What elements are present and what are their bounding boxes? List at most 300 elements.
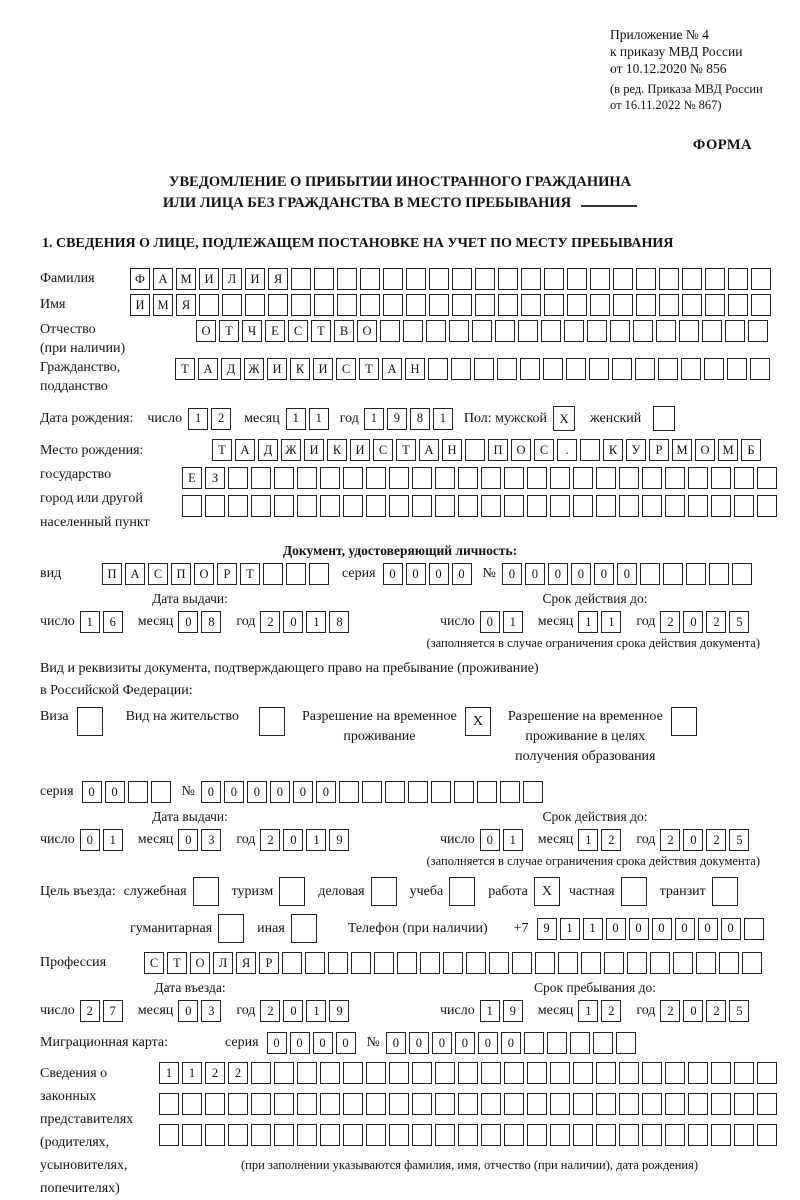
birthplace-cell[interactable]	[274, 495, 294, 517]
representative-cell[interactable]	[274, 1062, 294, 1084]
citizenship-cell[interactable]: С	[336, 358, 356, 380]
birth-month-cells[interactable]	[286, 408, 332, 430]
firstname-cell[interactable]	[475, 294, 495, 316]
phone-digit-cell[interactable]: 0	[675, 918, 695, 940]
birthplace-cell[interactable]	[596, 495, 616, 517]
birthplace-cell[interactable]: И	[304, 439, 324, 461]
doc-number-cell[interactable]	[663, 563, 683, 585]
birthplace-cell[interactable]	[458, 467, 478, 489]
birthplace-cell[interactable]	[389, 467, 409, 489]
representative-cell[interactable]	[504, 1062, 524, 1084]
birthplace-cell[interactable]: С	[373, 439, 393, 461]
citizenship-cell[interactable]: И	[267, 358, 287, 380]
surname-cell[interactable]: А	[153, 268, 173, 290]
birthplace-cell[interactable]	[182, 495, 202, 517]
citizenship-cell[interactable]: Д	[221, 358, 241, 380]
doc-series-cell[interactable]: 0	[406, 563, 426, 585]
representative-cell[interactable]	[435, 1124, 455, 1146]
profession-cell[interactable]: Т	[167, 952, 187, 974]
firstname-cell[interactable]	[291, 294, 311, 316]
purpose-checkbox[interactable]	[279, 877, 305, 906]
patronymic-cell[interactable]	[518, 320, 538, 342]
stay-year-cell[interactable]: 0	[683, 1000, 703, 1022]
residence-number-cell[interactable]: 0	[247, 781, 267, 803]
birthplace-cell[interactable]	[320, 467, 340, 489]
res-valid-year-cell[interactable]: 5	[729, 829, 749, 851]
birthplace-cell[interactable]	[297, 495, 317, 517]
res-valid-day-cell[interactable]: 1	[503, 829, 523, 851]
birthplace-cell[interactable]	[688, 467, 708, 489]
surname-cell[interactable]	[337, 268, 357, 290]
stay-day-cell[interactable]: 1	[480, 1000, 500, 1022]
valid-month-cells[interactable]	[578, 611, 624, 633]
profession-cell[interactable]	[581, 952, 601, 974]
firstname-cell[interactable]	[544, 294, 564, 316]
profession-cell[interactable]	[328, 952, 348, 974]
residence-permit-cells[interactable]	[259, 707, 288, 736]
purpose-checkbox[interactable]	[291, 914, 317, 943]
res-issue-day-cell[interactable]: 1	[103, 829, 123, 851]
sex-female-checkbox[interactable]	[653, 406, 675, 431]
doc-number-cell[interactable]	[640, 563, 660, 585]
representative-cell[interactable]	[412, 1062, 432, 1084]
firstname-cell[interactable]	[613, 294, 633, 316]
birthplace-cell[interactable]	[619, 467, 639, 489]
surname-cell[interactable]	[590, 268, 610, 290]
surname-cell[interactable]	[636, 268, 656, 290]
representative-cell[interactable]	[159, 1093, 179, 1115]
res-valid-day-cells[interactable]	[480, 829, 526, 851]
purpose-work-cells[interactable]	[534, 877, 563, 906]
birthplace-cell[interactable]	[504, 467, 524, 489]
representative-cell[interactable]	[297, 1093, 317, 1115]
residence-series-cell[interactable]	[128, 781, 148, 803]
phone-digit-cell[interactable]: 0	[652, 918, 672, 940]
representative-cell[interactable]	[458, 1093, 478, 1115]
representative-cell[interactable]	[205, 1093, 225, 1115]
patronymic-cell[interactable]: Ч	[242, 320, 262, 342]
representative-cell[interactable]	[389, 1093, 409, 1115]
birthplace-cell[interactable]	[458, 495, 478, 517]
representative-cell[interactable]	[389, 1124, 409, 1146]
birthplace-cell[interactable]	[297, 467, 317, 489]
surname-cell[interactable]	[659, 268, 679, 290]
representative-cell[interactable]	[757, 1093, 777, 1115]
citizenship-cell[interactable]: К	[290, 358, 310, 380]
mc-series-cell[interactable]: 0	[336, 1032, 356, 1054]
patronymic-cell[interactable]	[748, 320, 768, 342]
firstname-cell[interactable]	[521, 294, 541, 316]
profession-cell[interactable]	[282, 952, 302, 974]
entry-day-cell[interactable]: 7	[103, 1000, 123, 1022]
birthplace-cell[interactable]: Е	[182, 467, 202, 489]
doc-kind-cell[interactable]	[286, 563, 306, 585]
issue-month-cell[interactable]: 0	[178, 611, 198, 633]
representative-cell[interactable]	[504, 1124, 524, 1146]
citizenship-cell[interactable]: Ж	[244, 358, 264, 380]
representative-cell[interactable]	[757, 1124, 777, 1146]
firstname-cell[interactable]	[383, 294, 403, 316]
surname-cell[interactable]	[452, 268, 472, 290]
birth-day-cells[interactable]	[188, 408, 234, 430]
representative-cell[interactable]	[619, 1062, 639, 1084]
firstname-cell[interactable]	[705, 294, 725, 316]
res-valid-month-cells[interactable]	[578, 829, 624, 851]
firstname-cell[interactable]: Я	[176, 294, 196, 316]
birthplace-cell[interactable]	[343, 495, 363, 517]
firstname-cell[interactable]	[498, 294, 518, 316]
firstname-cell[interactable]	[222, 294, 242, 316]
firstname-cell[interactable]	[728, 294, 748, 316]
issue-year-cell[interactable]: 8	[329, 611, 349, 633]
representative-cell[interactable]	[596, 1062, 616, 1084]
birthplace-cell[interactable]	[228, 495, 248, 517]
entry-year-cell[interactable]: 1	[306, 1000, 326, 1022]
surname-cell[interactable]	[498, 268, 518, 290]
profession-cell[interactable]	[696, 952, 716, 974]
representative-cell[interactable]	[182, 1124, 202, 1146]
birthplace-cell[interactable]: Н	[442, 439, 462, 461]
mc-number-cell[interactable]: 0	[455, 1032, 475, 1054]
residence-permit-checkbox[interactable]	[259, 707, 285, 736]
purpose-checkbox[interactable]	[371, 877, 397, 906]
birthplace-cell[interactable]: М	[672, 439, 692, 461]
profession-cell[interactable]	[374, 952, 394, 974]
firstname-cell[interactable]	[245, 294, 265, 316]
representative-cell[interactable]	[228, 1093, 248, 1115]
birth-year-cell[interactable]: 1	[433, 408, 453, 430]
surname-cell[interactable]: И	[199, 268, 219, 290]
patronymic-cell[interactable]	[472, 320, 492, 342]
doc-series-cell[interactable]: 0	[429, 563, 449, 585]
citizenship-cell[interactable]	[750, 358, 770, 380]
birthplace-cell[interactable]	[711, 495, 731, 517]
representative-cell[interactable]	[481, 1062, 501, 1084]
profession-cell[interactable]	[558, 952, 578, 974]
residence-number-cells[interactable]	[201, 781, 546, 803]
doc-number-cells[interactable]	[502, 563, 755, 585]
representative-cell[interactable]	[274, 1093, 294, 1115]
doc-series-cells[interactable]	[383, 563, 475, 585]
mc-number-cell[interactable]	[616, 1032, 636, 1054]
firstname-cell[interactable]	[314, 294, 334, 316]
res-issue-year-cell[interactable]: 9	[329, 829, 349, 851]
birthplace-cell[interactable]	[734, 495, 754, 517]
visa-checkbox[interactable]	[77, 707, 103, 736]
birth-day-cell[interactable]: 2	[211, 408, 231, 430]
patronymic-cell[interactable]	[702, 320, 722, 342]
valid-day-cell[interactable]: 0	[480, 611, 500, 633]
issue-year-cell[interactable]: 2	[260, 611, 280, 633]
purpose-checkbox[interactable]	[218, 914, 244, 943]
firstname-cell[interactable]	[360, 294, 380, 316]
representative-cell[interactable]	[642, 1093, 662, 1115]
representative-cell[interactable]	[527, 1062, 547, 1084]
residence-number-cell[interactable]	[500, 781, 520, 803]
birthplace-cell[interactable]	[228, 467, 248, 489]
sex-male-checkbox[interactable]: X	[553, 406, 575, 431]
representative-cell[interactable]	[435, 1062, 455, 1084]
doc-series-cell[interactable]: 0	[452, 563, 472, 585]
birthplace-cell[interactable]	[481, 467, 501, 489]
representative-cell[interactable]	[619, 1093, 639, 1115]
citizenship-cell[interactable]	[635, 358, 655, 380]
representative-cell[interactable]	[596, 1093, 616, 1115]
purpose-private-cells[interactable]	[621, 877, 650, 906]
citizenship-cell[interactable]	[658, 358, 678, 380]
birthplace-cell[interactable]	[642, 467, 662, 489]
birthplace-cell[interactable]	[251, 495, 271, 517]
representative-cell[interactable]	[159, 1124, 179, 1146]
patronymic-cell[interactable]: Т	[311, 320, 331, 342]
residence-number-cell[interactable]	[477, 781, 497, 803]
surname-cell[interactable]	[544, 268, 564, 290]
birthplace-cell[interactable]	[550, 467, 570, 489]
firstname-cell[interactable]	[452, 294, 472, 316]
firstname-cell[interactable]: М	[153, 294, 173, 316]
valid-year-cell[interactable]: 2	[706, 611, 726, 633]
phone-digit-cell[interactable]: 1	[583, 918, 603, 940]
patronymic-cell[interactable]	[426, 320, 446, 342]
doc-number-cell[interactable]	[732, 563, 752, 585]
surname-cell[interactable]: Л	[222, 268, 242, 290]
sex-female-cells[interactable]	[653, 406, 678, 431]
residence-number-cell[interactable]: 0	[270, 781, 290, 803]
phone-digit-cell[interactable]: 0	[629, 918, 649, 940]
mc-series-cell[interactable]: 0	[313, 1032, 333, 1054]
purpose-checkbox[interactable]	[712, 877, 738, 906]
birthplace-cell[interactable]: Д	[258, 439, 278, 461]
mc-number-cell[interactable]	[593, 1032, 613, 1054]
doc-kind-cell[interactable]: С	[148, 563, 168, 585]
purpose-commercial-cells[interactable]	[371, 877, 400, 906]
birthplace-cell[interactable]	[366, 495, 386, 517]
surname-cells[interactable]	[130, 268, 774, 290]
surname-cell[interactable]	[475, 268, 495, 290]
profession-cell[interactable]	[397, 952, 417, 974]
patronymic-cell[interactable]: В	[334, 320, 354, 342]
representative-cell[interactable]	[320, 1124, 340, 1146]
firstname-cell[interactable]: И	[130, 294, 150, 316]
representative-cell[interactable]	[435, 1093, 455, 1115]
doc-number-cell[interactable]: 0	[525, 563, 545, 585]
representative-cell[interactable]	[527, 1093, 547, 1115]
phone-digit-cell[interactable]: 0	[698, 918, 718, 940]
mc-number-cell[interactable]: 0	[478, 1032, 498, 1054]
stay-year-cell[interactable]: 2	[706, 1000, 726, 1022]
entry-month-cell[interactable]: 3	[201, 1000, 221, 1022]
mc-number-cell[interactable]: 0	[501, 1032, 521, 1054]
representative-cell[interactable]	[320, 1093, 340, 1115]
birthplace-cell[interactable]	[580, 439, 600, 461]
birthplace-cell[interactable]: А	[235, 439, 255, 461]
issue-year-cell[interactable]: 0	[283, 611, 303, 633]
representative-cell[interactable]	[389, 1062, 409, 1084]
phone-digit-cell[interactable]: 1	[560, 918, 580, 940]
profession-cell[interactable]: Р	[259, 952, 279, 974]
profession-cell[interactable]	[351, 952, 371, 974]
representative-cell[interactable]	[412, 1124, 432, 1146]
patronymic-cell[interactable]	[564, 320, 584, 342]
birthplace-cell[interactable]	[251, 467, 271, 489]
profession-cell[interactable]: С	[144, 952, 164, 974]
representative-cell[interactable]	[458, 1062, 478, 1084]
representative-cell[interactable]	[251, 1093, 271, 1115]
doc-number-cell[interactable]: 0	[617, 563, 637, 585]
purpose-business-cells[interactable]	[193, 877, 222, 906]
patronymic-cell[interactable]	[656, 320, 676, 342]
representatives-row1-cells[interactable]	[159, 1062, 780, 1084]
entry-day-cell[interactable]: 2	[80, 1000, 100, 1022]
birthplace-cell[interactable]: Ж	[281, 439, 301, 461]
representative-cell[interactable]: 1	[182, 1062, 202, 1084]
residence-number-cell[interactable]: 0	[201, 781, 221, 803]
representative-cell[interactable]	[573, 1093, 593, 1115]
surname-cell[interactable]: М	[176, 268, 196, 290]
mc-number-cell[interactable]: 0	[386, 1032, 406, 1054]
res-valid-month-cell[interactable]: 2	[601, 829, 621, 851]
citizenship-cell[interactable]	[589, 358, 609, 380]
profession-cell[interactable]	[305, 952, 325, 974]
representative-cell[interactable]	[343, 1062, 363, 1084]
res-valid-month-cell[interactable]: 1	[578, 829, 598, 851]
purpose-checkbox[interactable]	[449, 877, 475, 906]
birthplace-cell[interactable]: К	[603, 439, 623, 461]
purpose-study-cells[interactable]	[449, 877, 478, 906]
birthplace-cell[interactable]	[205, 495, 225, 517]
birth-year-cell[interactable]: 1	[364, 408, 384, 430]
representative-cell[interactable]	[734, 1062, 754, 1084]
valid-month-cell[interactable]: 1	[578, 611, 598, 633]
citizenship-cell[interactable]: Т	[359, 358, 379, 380]
representative-cell[interactable]	[527, 1124, 547, 1146]
representative-cell[interactable]	[711, 1093, 731, 1115]
birthplace-cell[interactable]	[573, 467, 593, 489]
doc-kind-cell[interactable]: А	[125, 563, 145, 585]
firstname-cell[interactable]	[636, 294, 656, 316]
birthplace-cell[interactable]	[757, 495, 777, 517]
representative-cell[interactable]	[642, 1124, 662, 1146]
citizenship-cell[interactable]	[681, 358, 701, 380]
representative-cell[interactable]	[665, 1124, 685, 1146]
patronymic-cell[interactable]	[403, 320, 423, 342]
profession-cell[interactable]: Л	[213, 952, 233, 974]
doc-series-cell[interactable]: 0	[383, 563, 403, 585]
birthplace-cell[interactable]	[757, 467, 777, 489]
surname-cell[interactable]	[728, 268, 748, 290]
res-valid-year-cells[interactable]	[660, 829, 752, 851]
surname-cell[interactable]	[521, 268, 541, 290]
patronymic-cell[interactable]: О	[357, 320, 377, 342]
birthplace-cell[interactable]	[481, 495, 501, 517]
birthplace-cell[interactable]: З	[205, 467, 225, 489]
residence-series-cell[interactable]: 0	[105, 781, 125, 803]
mc-number-cell[interactable]	[547, 1032, 567, 1054]
representative-cell[interactable]	[481, 1093, 501, 1115]
entry-month-cells[interactable]	[178, 1000, 224, 1022]
patronymic-cell[interactable]	[587, 320, 607, 342]
surname-cell[interactable]: Ф	[130, 268, 150, 290]
profession-cell[interactable]: Я	[236, 952, 256, 974]
valid-year-cells[interactable]	[660, 611, 752, 633]
residence-number-cell[interactable]: 0	[316, 781, 336, 803]
birthplace-row2-cells[interactable]	[182, 467, 780, 489]
citizenship-cell[interactable]	[497, 358, 517, 380]
profession-cell[interactable]	[650, 952, 670, 974]
phone-digit-cell[interactable]: 0	[721, 918, 741, 940]
residence-series-cell[interactable]	[151, 781, 171, 803]
doc-number-cell[interactable]: 0	[594, 563, 614, 585]
stay-day-cell[interactable]: 9	[503, 1000, 523, 1022]
edu-permit-checkbox[interactable]	[671, 707, 697, 736]
birthplace-cell[interactable]	[527, 467, 547, 489]
residence-number-cell[interactable]	[523, 781, 543, 803]
profession-cell[interactable]	[627, 952, 647, 974]
residence-number-cell[interactable]	[431, 781, 451, 803]
birthplace-cell[interactable]: М	[718, 439, 738, 461]
birthplace-cell[interactable]	[688, 495, 708, 517]
patronymic-cell[interactable]	[495, 320, 515, 342]
surname-cell[interactable]	[751, 268, 771, 290]
doc-number-cell[interactable]: 0	[571, 563, 591, 585]
representative-cell[interactable]	[642, 1062, 662, 1084]
representative-cell[interactable]	[205, 1124, 225, 1146]
birthplace-cell[interactable]	[274, 467, 294, 489]
purpose-checkbox[interactable]	[193, 877, 219, 906]
birthplace-cell[interactable]	[711, 467, 731, 489]
surname-cell[interactable]	[613, 268, 633, 290]
birthplace-cell[interactable]	[412, 495, 432, 517]
representatives-row2-cells[interactable]	[159, 1093, 780, 1115]
representative-cell[interactable]	[366, 1093, 386, 1115]
representative-cell[interactable]	[665, 1062, 685, 1084]
citizenship-cell[interactable]: Н	[405, 358, 425, 380]
purpose-checkbox[interactable]: X	[534, 877, 560, 906]
birthplace-cell[interactable]	[412, 467, 432, 489]
citizenship-cell[interactable]	[612, 358, 632, 380]
sex-male-cells[interactable]	[553, 406, 578, 431]
representative-cell[interactable]: 1	[159, 1062, 179, 1084]
representative-cell[interactable]	[665, 1093, 685, 1115]
representative-cell[interactable]	[412, 1093, 432, 1115]
representative-cell[interactable]	[619, 1124, 639, 1146]
res-issue-year-cell[interactable]: 0	[283, 829, 303, 851]
representative-cell[interactable]	[320, 1062, 340, 1084]
issue-year-cells[interactable]	[260, 611, 352, 633]
representative-cell[interactable]	[504, 1093, 524, 1115]
representative-cell[interactable]	[458, 1124, 478, 1146]
representative-cell[interactable]: 2	[228, 1062, 248, 1084]
birthplace-cell[interactable]: Б	[741, 439, 761, 461]
mc-number-cells[interactable]	[386, 1032, 639, 1054]
stay-month-cell[interactable]: 2	[601, 1000, 621, 1022]
firstname-cell[interactable]	[590, 294, 610, 316]
surname-cell[interactable]	[567, 268, 587, 290]
phone-cells[interactable]	[537, 918, 767, 940]
firstname-cell[interactable]	[429, 294, 449, 316]
res-issue-year-cell[interactable]: 2	[260, 829, 280, 851]
birth-year-cell[interactable]: 9	[387, 408, 407, 430]
representative-cell[interactable]	[297, 1124, 317, 1146]
birthplace-cell[interactable]	[320, 495, 340, 517]
birthplace-cell[interactable]	[389, 495, 409, 517]
visa-cells[interactable]	[77, 707, 106, 736]
profession-cell[interactable]	[443, 952, 463, 974]
doc-kind-cell[interactable]: О	[194, 563, 214, 585]
birthplace-cell[interactable]: Т	[396, 439, 416, 461]
valid-day-cells[interactable]	[480, 611, 526, 633]
surname-cell[interactable]: Я	[268, 268, 288, 290]
